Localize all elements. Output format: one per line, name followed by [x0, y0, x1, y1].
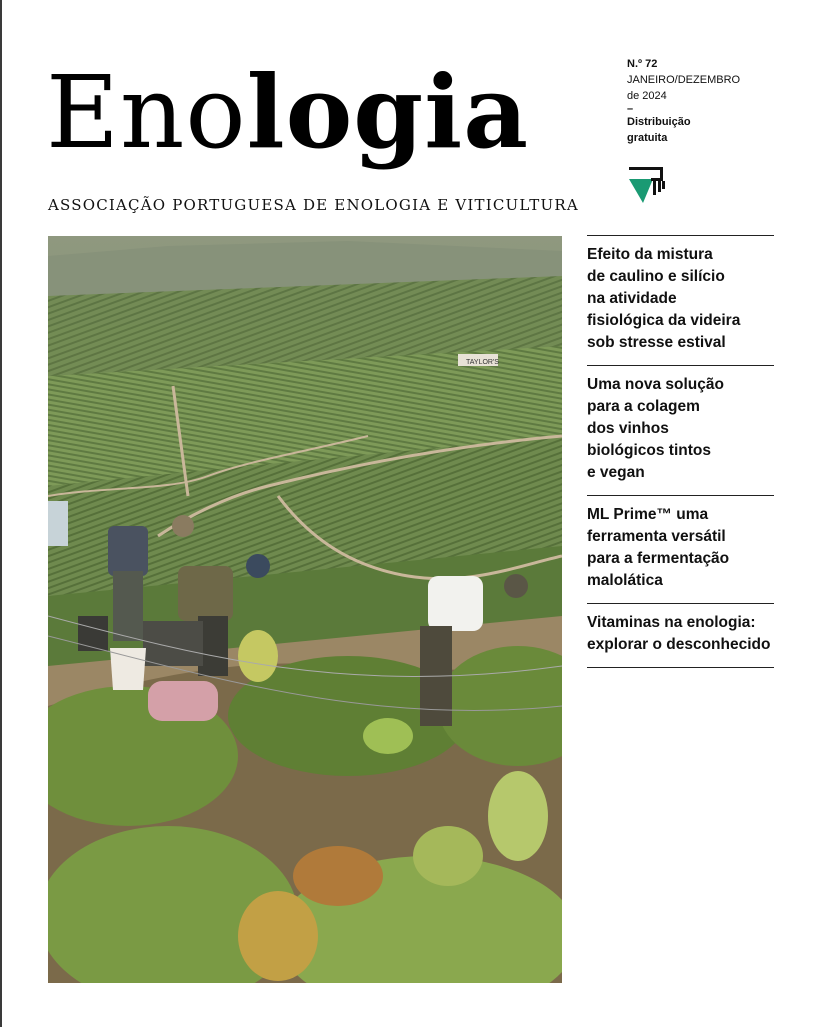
association-name: ASSOCIAÇÃO PORTUGUESA DE ENOLOGIA E VITICULTURA	[48, 196, 579, 214]
toc-article-2-line-4: biológicos tintos	[587, 442, 711, 459]
magazine-title-light: Eno	[46, 54, 247, 171]
toc-article-3[interactable]	[587, 495, 774, 603]
magazine-title	[46, 42, 529, 183]
toc-article-1-line-2: de caulino e silício	[587, 268, 725, 285]
issue-number: N.º 72	[627, 58, 658, 70]
logo-text: APE	[631, 169, 652, 180]
estate-sign: TAYLOR'S	[466, 359, 499, 366]
issue-info	[627, 56, 740, 146]
toc-article-1[interactable]	[587, 235, 774, 365]
toc-article-1-line-1: Efeito da mistura	[587, 246, 713, 263]
table-of-contents	[587, 235, 774, 668]
toc-article-2-line-3: dos vinhos	[587, 420, 669, 437]
toc-article-1-line-3: na atividade	[587, 290, 677, 307]
apev-logo-icon	[627, 165, 667, 205]
toc-article-4-line-2: explorar o desconhecido	[587, 636, 771, 653]
toc-article-3-line-1: ML Prime™ uma	[587, 506, 709, 523]
magazine-title-bold: logia	[246, 53, 530, 171]
distribution-line-1: Distribuição	[627, 116, 691, 128]
toc-article-3-line-2: ferramenta versátil	[587, 528, 726, 545]
toc-article-3-line-3: para a fermentação	[587, 550, 730, 567]
issue-year: de 2024	[627, 90, 667, 102]
toc-article-4[interactable]	[587, 603, 774, 668]
page-edge	[0, 0, 2, 1027]
toc-article-3-line-4: malolática	[587, 572, 663, 589]
toc-article-4-line-1: Vitaminas na enologia:	[587, 614, 756, 631]
vineyard-harvest-photo	[48, 236, 562, 983]
toc-article-1-line-4: fisiológica da videira	[587, 312, 741, 329]
toc-article-2-line-2: para a colagem	[587, 398, 700, 415]
toc-article-1-line-5: sob stresse estival	[587, 334, 726, 351]
toc-article-2[interactable]	[587, 365, 774, 495]
issue-dash: –	[627, 103, 634, 115]
toc-article-2-line-5: e vegan	[587, 464, 645, 481]
issue-period: JANEIRO/DEZEMBRO	[627, 74, 741, 86]
distribution-line-2: gratuita	[627, 132, 668, 144]
toc-article-2-line-1: Uma nova solução	[587, 376, 724, 393]
